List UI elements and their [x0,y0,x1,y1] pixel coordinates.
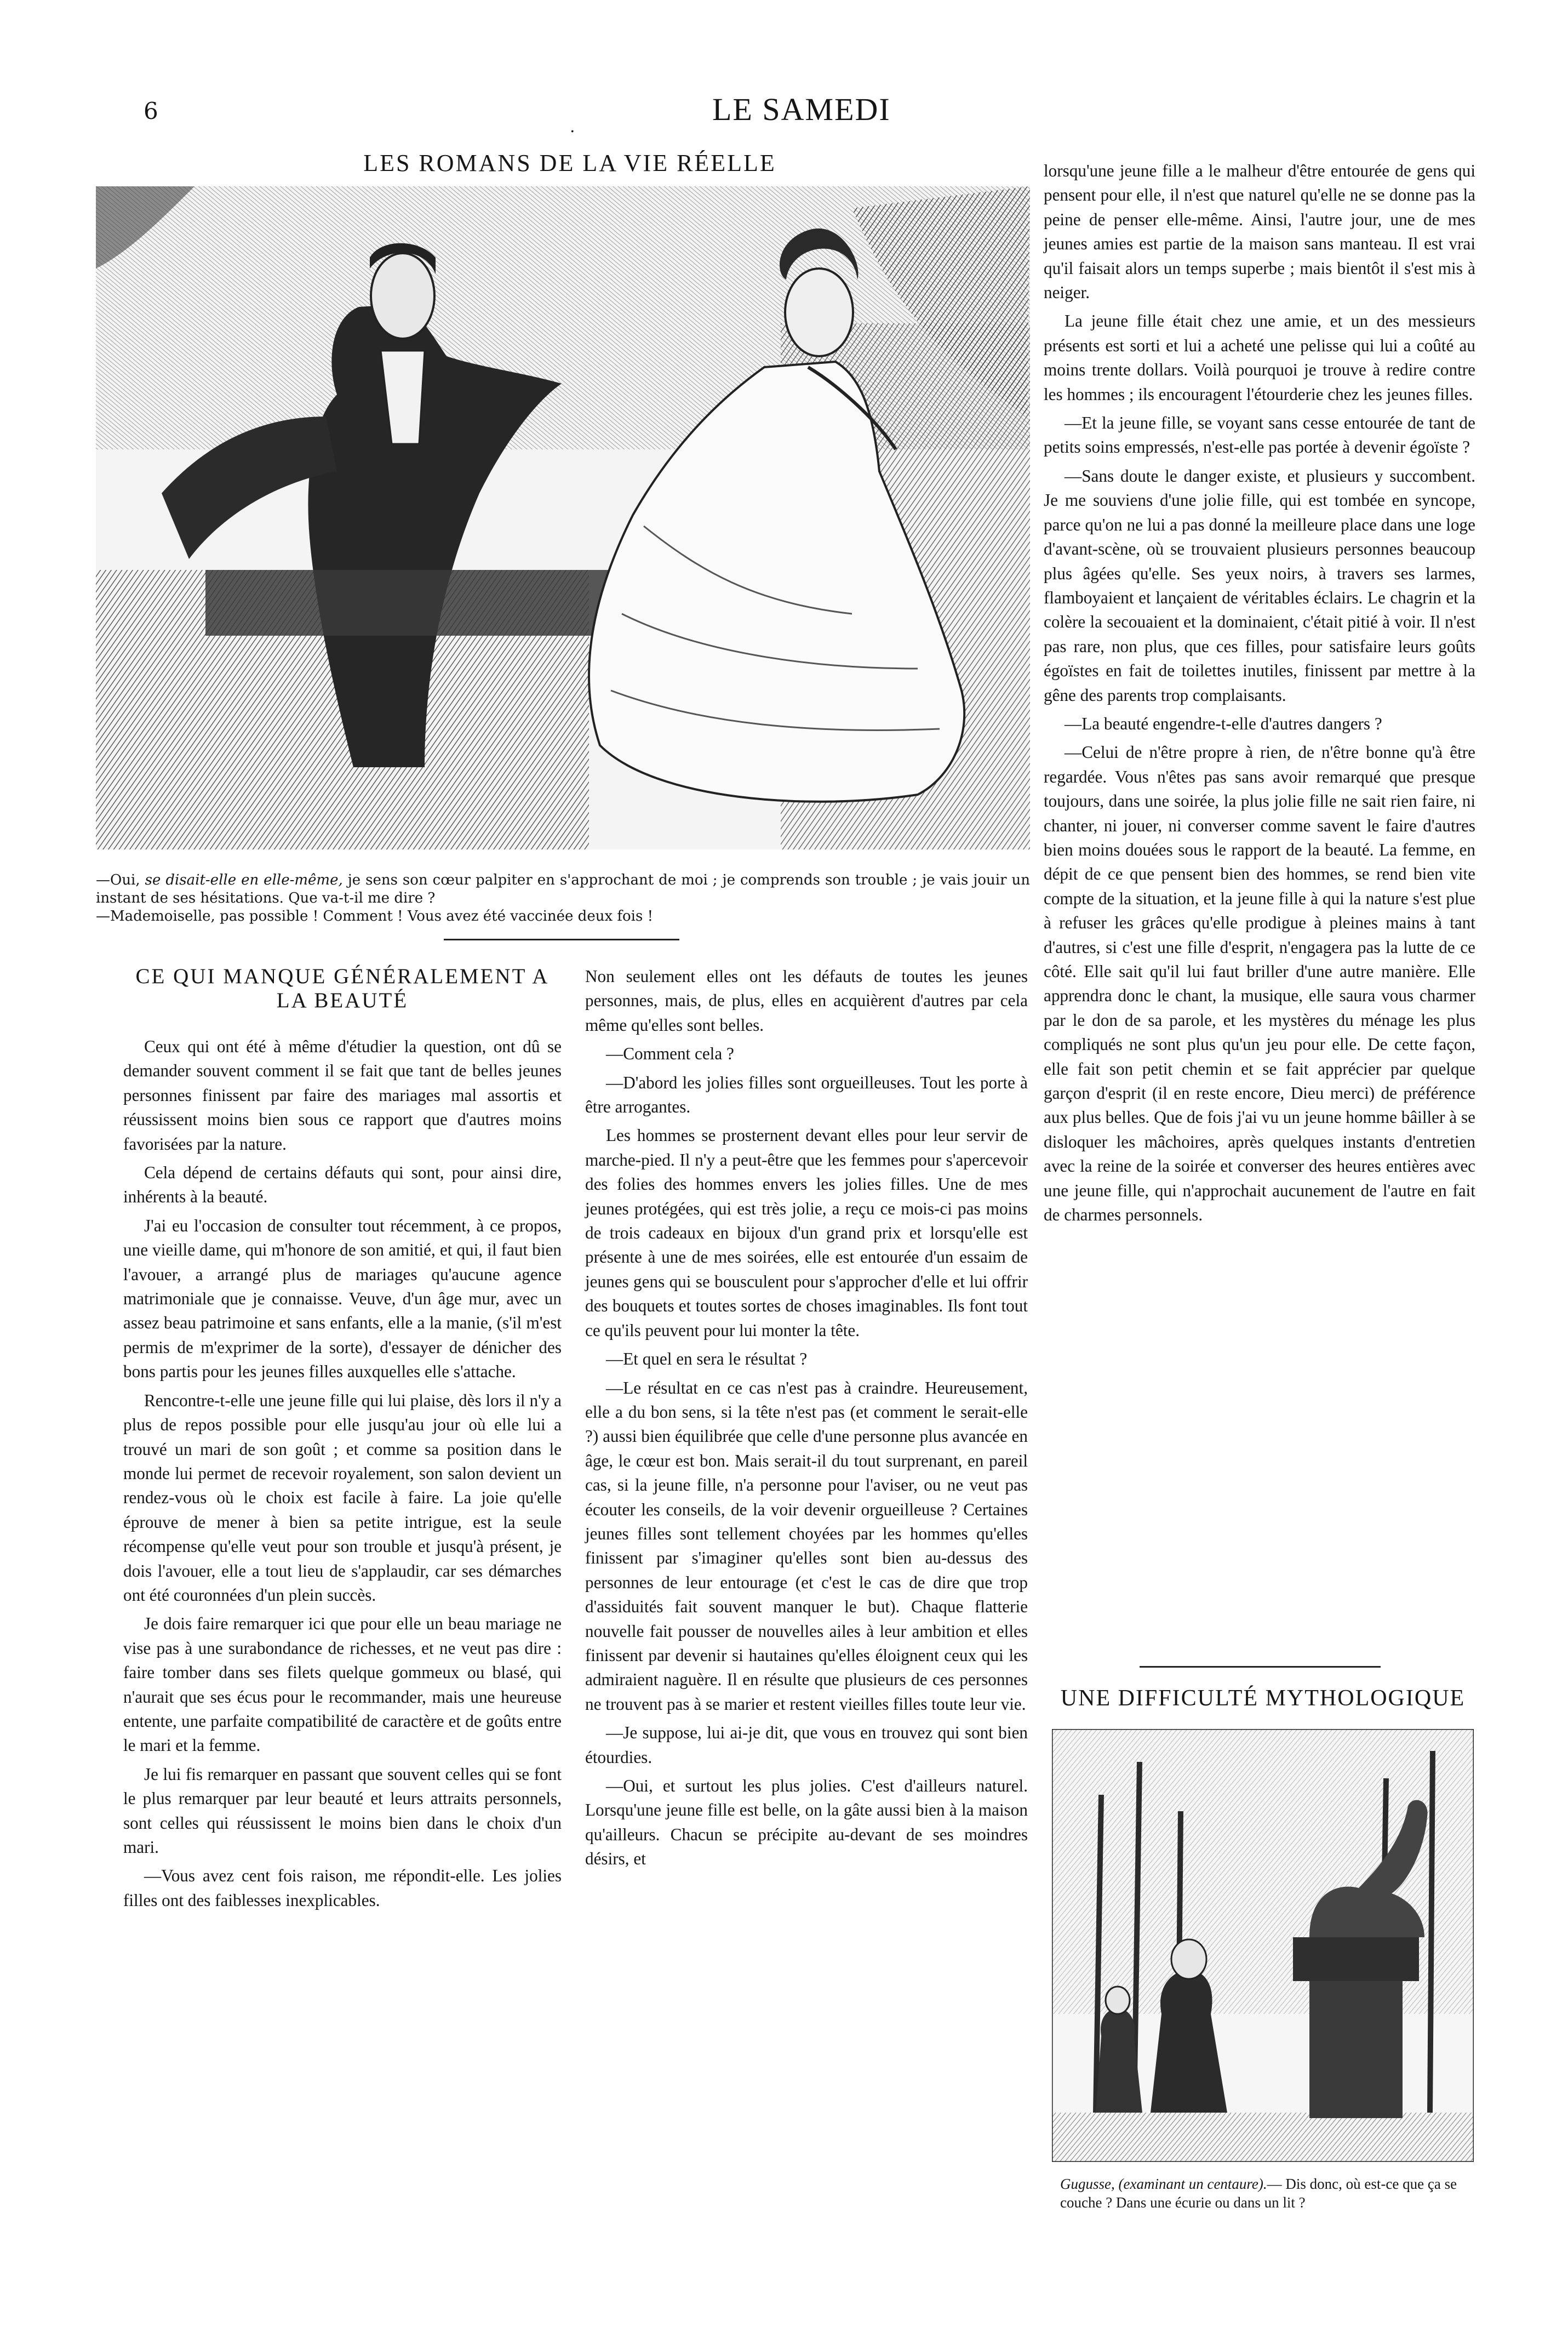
paragraph: Non seulement elles ont les défauts de toutes les jeunes personnes, mais, de plus, elles en acquièrent d'autres par cela même qu'elles sont belles. [585,967,1028,1035]
paragraph: —D'abord les jolies filles sont orgueilleuses. Tout les porte à être arrogantes. [585,1072,1028,1117]
article-headline: CE QUI MANQUE GÉNÉRALEMENT A LA BEAUTÉ [135,965,550,1012]
divider [444,939,679,940]
masthead: LE SAMEDI [712,92,891,127]
illustration-title: LES ROMANS DE LA VIE RÉELLE [363,150,776,176]
caption-line-1: —Oui, se disait-elle en elle-même, je sens son cœur palpiter en s'approchant de moi ; je comprends son trouble ; je vais jouir un instant de ses hésitations. Que va-t-il me dire ? [96,872,1030,906]
illustration-caption [96,871,1030,926]
paragraph: J'ai eu l'occasion de consulter tout récemment, à ce propos, une vieille dame, qui m'honore de son amitié, et qui, il faut bien l'avouer, a arrangé plus de mariages qu'aucune agence matrimoniale que je connaisse. Veuve, d'un âge mur, avec un assez beau patrimoine et sans enfants, elle a la manie, (s'il m'est permis de m'exprimer de la sorte), d'essayer de dénicher des bons partis pour les jeunes filles auxquelles elle s'attache. [123,1216,562,1382]
paragraph: —Le résultat en ce cas n'est pas à craindre. Heureusement, elle a du bon sens, si la tête n'est pas (et comment le serait-elle ?) aussi bien équilibrée que celle d'une personne plus avancée en âge, le cœur est bon. Mais serait-il du tout surprenant, en pareil cas, si la jeune fille, n'a personne pour l'aviser, ou ne veut pas écouter les conseils, de la voir devenir orgueilleuse ? Certaines jeunes filles sont tellement choyées par les hommes qu'elles finissent par s'imaginer qu'elles sont bien au-dessus des personnes de leur entourage (et c'est le cas de dire que trop d'assiduités fait souvent manquer le but). Chaque flatterie nouvelle fait pousser de nouvelles ailes à leur ambition et elles finissent par devenir si hautaines qu'elles éloignent ceux qui les admiraient naguère. Il en résulte que plusieurs de ces personnes ne trouvent pas à se marier et restent vieilles filles toute leur vie. [585,1378,1028,1714]
paragraph: Cela dépend de certains défauts qui sont, pour ainsi dire, inhérents à la beauté. [123,1163,562,1207]
paragraph: —Je suppose, lui ai-je dit, que vous en trouvez qui sont bien étourdies. [585,1723,1028,1767]
cartoon-speaker: Gugusse, (examinant un centaure). [1060,2176,1267,2192]
paragraph: —Comment cela ? [606,1044,734,1064]
article-column-1 [123,1035,562,1917]
paragraph: —Sans doute le danger existe, et plusieurs y succombent. Je me souviens d'une jolie fille, qui est tombée en syncope, parce qu'on ne lui a pas donné la meilleure place dans une loge d'avant-scène, où se trouvaient plusieurs personnes beaucoup plus âgées qu'elle. Ses yeux noirs, à travers ses larmes, flamboyaient et lançaient de véritables éclairs. Le chagrin et la colère la secouaient et la dominaient, c'était pitié à voir. Il n'est pas rare, non plus, que ces filles, pour satisfaire leurs goûts égoïstes en fait de toilettes inutiles, finissent par mettre à la gêne des parents trop complaisants. [1044,466,1475,705]
caption-line-2: —Mademoiselle, pas possible ! Comment ! Vous avez été vaccinée deux fois ! [96,908,654,925]
paragraph: Ceux qui ont été à même d'étudier la question, ont dû se demander souvent comment il se fait que tant de belles jeunes personnes finissent par faire des mariages mal assortis et réussissent moins bien sous ce rapport que d'autres moins favorisées par la nature. [123,1037,562,1154]
paragraph: Je dois faire remarquer ici que pour elle un beau mariage ne vise pas à une surabondance de richesses, et ne veut pas dire : faire tomber dans ses filets quelque gommeux ou blasé, qui n'aurait que ses écus pour le recommander, mais une heureuse entente, une parfaite compatibilité de caractère et de goûts entre le mari et la femme. [123,1614,562,1755]
engraving-centaur-statue [1052,1729,1474,2162]
paragraph: —Et la jeune fille, se voyant sans cesse entourée de tant de petits soins empressés, n'est-elle pas portée à devenir égoïste ? [1044,413,1475,457]
engraving-romance-scene [96,186,1030,849]
paragraph: —La beauté engendre-t-elle d'autres dangers ? [1065,714,1382,733]
article-column-3 [1044,159,1475,1231]
stray-mark: . [570,117,575,136]
paragraph: La jeune fille était chez une amie, et un des messieurs présents est sorti et lui a acheté une pelisse qui lui a coûté au moins trente dollars. Voilà pourquoi je trouve à redire contre les hommes ; ils encouragent l'étourderie chez les jeunes filles. [1044,311,1475,404]
paragraph: lorsqu'une jeune fille a le malheur d'être entourée de gens qui pensent pour elle, il n'est que naturel qu'elle ne se donne pas la peine de penser elle-même. Ainsi, l'autre jour, une de mes jeunes amies est partie de la maison sans manteau. Il est vrai qu'il faisait alors un temps superbe ; mais bientôt il s'est mis à neiger. [1044,161,1475,303]
paragraph: —Celui de n'être propre à rien, de n'être bonne qu'à être regardée. Vous n'êtes pas sans avoir remarqué que presque toujours, dans une soirée, la plus jolie fille ne sait rien faire, ni chanter, ni jouer, ni converser comme savent le faire d'autres bien moins douées sous le rapport de la beauté. La femme, en dépit de ce que pensent bien des hommes, se rend bien vite compte de la situation, et la jeune fille à qui la nature s'est plue à refuser les grâces qu'elle prodigue à pleines mains à tant d'autres, si c'est une fille d'esprit, n'engagera pas la lutte de ce côté. Elle sait qu'il lui faut briller d'une autre manière. Elle apprendra donc le chant, la musique, elle saura vous charmer par le don de sa parole, et les mystères du ménage les plus compliqués ne sont plus qu'un jeu pour elle. De cette façon, elle fait son petit chemin et se fait apprécier par quelque garçon d'esprit (il en reste encore, Dieu merci) de préférence aux plus belles. Que de fois j'ai vu un jeune homme bâiller à se disloquer les mâchoires, après quelques instants d'entretien avec la reine de la soirée et converser des heures entières avec une jeune fille, qui n'approchait aucunement de l'autre en fait de charmes personnels. [1044,743,1475,1225]
paragraph: —Et quel en sera le résultat ? [606,1349,808,1369]
cartoon-caption [1060,2175,1477,2212]
page-number: 6 [144,98,158,124]
paragraph: Je lui fis remarquer en passant que souvent celles qui se font le plus remarquer par leur beauté et leurs attraits personnels, sont celles qui réussissent le moins bien dans le choix d'un mari. [123,1764,562,1857]
cartoon-dialogue: — Dis donc, où est-ce que ça se couche ? Dans une écurie ou dans un lit ? [1060,2176,1457,2211]
article-column-2 [585,965,1028,1876]
paragraph: —Vous avez cent fois raison, me répondit-elle. Les jolies filles ont des faiblesses inexplicables. [123,1866,562,1910]
cartoon-title: UNE DIFFICULTÉ MYTHOLOGIQUE [1060,1686,1466,1711]
divider [1140,1666,1381,1668]
paragraph: Les hommes se prosternent devant elles pour leur servir de marche-pied. Il n'y a peut-être que les femmes pour s'apercevoir des folies des hommes envers les jolies filles. Une de mes jeunes protégées, qui est très jolie, a reçu ce mois-ci pas moins de trois cadeaux en bijoux d'un grand prix et lorsqu'elle est présente à une de mes soirées, elle est entourée d'un essaim de jeunes gens qui se bousculent pour s'approcher d'elle et lui offrir des bouquets et toutes sortes de choses imaginables. Ils font tout ce qu'ils peuvent pour lui monter la tête. [585,1126,1028,1340]
paragraph: —Oui, et surtout les plus jolies. C'est d'ailleurs naturel. Lorsqu'une jeune fille est belle, on la gâte aussi bien à la maison qu'ailleurs. Chacun se précipite au-devant de ses moindres désirs, et [585,1776,1028,1869]
paragraph: Rencontre-t-elle une jeune fille qui lui plaise, dès lors il n'y a plus de repos possible pour elle jusqu'au jour où elle lui a trouvé un mari de son goût ; et comme sa position dans le monde lui permet de recevoir royalement, son salon devient un rendez-vous où le choix est facile à faire. La joie qu'elle éprouve de mener à bien sa petite intrigue, est la seule récompense qu'elle veut pour son trouble et jusqu'à présent, je dois l'avouer, elle a tout lieu de s'applaudir, car ses démarches ont été couronnées d'un plein succès. [123,1390,562,1605]
